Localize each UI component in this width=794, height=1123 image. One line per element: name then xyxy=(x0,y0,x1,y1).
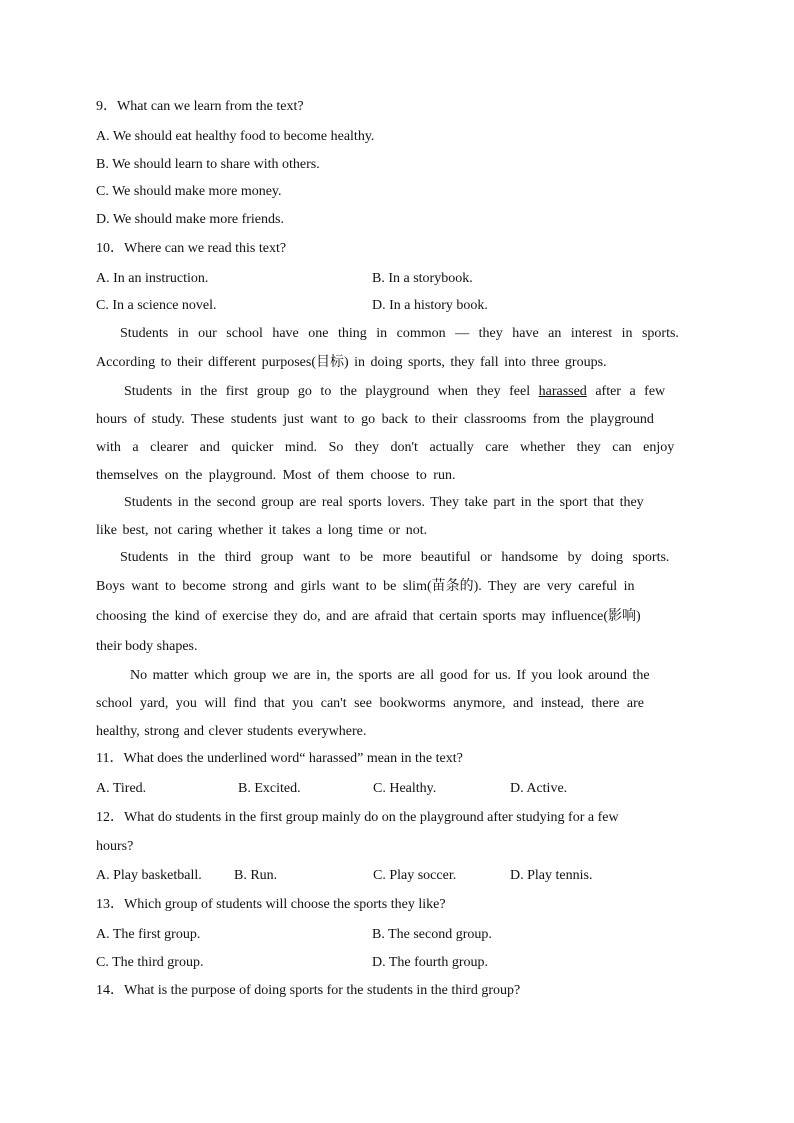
question-11-option-b: B. Excited. xyxy=(238,781,301,796)
question-10-stem: 10．Where can we read this text? xyxy=(96,241,287,256)
passage-paragraph-3 xyxy=(96,494,690,540)
passage-paragraph-5 xyxy=(96,667,690,741)
question-12-stem: 12．What do students in the first group mainly do on the playground after studying for a few xyxy=(96,810,619,825)
passage-paragraph-1 xyxy=(96,325,690,372)
question-9-option-b: B. We should learn to share with others. xyxy=(96,157,320,172)
question-12-option-a: A. Play basketball. xyxy=(96,868,202,883)
passage-line xyxy=(124,383,718,401)
question-9-stem: 9．What can we learn from the text? xyxy=(96,99,304,114)
passage-line: No matter which group we are in, the sports are all good for us. If you look around the xyxy=(130,668,650,683)
passage-text: after a few xyxy=(586,384,666,399)
passage-line: Students in the third group want to be more beautiful or handsome by doing sports. xyxy=(120,550,670,565)
question-11-option-a: A. Tired. xyxy=(96,781,147,796)
passage-line: Students in our school have one thing in common — they have an interest in sports. xyxy=(120,326,679,341)
question-14-stem: 14．What is the purpose of doing sports for the students in the third group? xyxy=(96,983,521,998)
question-11-option-d: D. Active. xyxy=(510,781,568,796)
question-12-option-b: B. Run. xyxy=(234,868,278,883)
question-13-option-a: A. The first group. xyxy=(96,927,201,942)
question-10-option-a: A. In an instruction. xyxy=(96,271,209,286)
passage-line: school yard, you will find that you can't see bookworms anymore, and instead, there are xyxy=(96,696,644,711)
question-9-option-c: C. We should make more money. xyxy=(96,184,282,199)
passage-line: hours of study. These students just want to go back to their classrooms from the playground xyxy=(96,412,654,427)
passage-line: Boys want to become strong and girls want to be slim(苗条的). They are very careful in xyxy=(96,579,635,594)
question-13-option-c: C. The third group. xyxy=(96,955,204,970)
question-10-option-d: D. In a history book. xyxy=(372,298,488,313)
passage-paragraph-4 xyxy=(96,549,690,656)
question-12-option-d: D. Play tennis. xyxy=(510,868,593,883)
passage-line: According to their different purposes(目标) in doing sports, they fall into three groups. xyxy=(96,355,607,370)
passage-line: like best, not caring whether it takes a long time or not. xyxy=(96,523,428,538)
passage-line: choosing the kind of exercise they do, and are afraid that certain sports may influence(影响) xyxy=(96,609,641,624)
underlined-word: harassed xyxy=(538,384,587,399)
question-9-option-d: D. We should make more friends. xyxy=(96,212,284,227)
passage-text: Students in the first group go to the playground when they feel xyxy=(124,384,539,399)
question-11-stem: 11．What does the underlined word“ harassed” mean in the text? xyxy=(96,751,463,766)
question-12-stem-cont: hours? xyxy=(96,839,134,854)
passage-line: healthy, strong and clever students everywhere. xyxy=(96,724,367,739)
question-13-option-d: D. The fourth group. xyxy=(372,955,488,970)
question-12-option-c: C. Play soccer. xyxy=(373,868,457,883)
passage-line: with a clearer and quicker mind. So they don't actually care whether they can enjoy xyxy=(96,440,675,455)
question-10-option-c: C. In a science novel. xyxy=(96,298,217,313)
question-9-option-a: A. We should eat healthy food to become healthy. xyxy=(96,129,375,144)
passage-line: themselves on the playground. Most of them choose to run. xyxy=(96,468,456,483)
question-11-option-c: C. Healthy. xyxy=(373,781,437,796)
question-13-option-b: B. The second group. xyxy=(372,927,492,942)
question-10-option-b: B. In a storybook. xyxy=(372,271,473,286)
passage-line: their body shapes. xyxy=(96,639,198,654)
passage-line: Students in the second group are real sports lovers. They take part in the sport that they xyxy=(124,495,644,510)
question-13-stem: 13．Which group of students will choose the sports they like? xyxy=(96,897,446,912)
passage-paragraph-2 xyxy=(96,383,690,485)
